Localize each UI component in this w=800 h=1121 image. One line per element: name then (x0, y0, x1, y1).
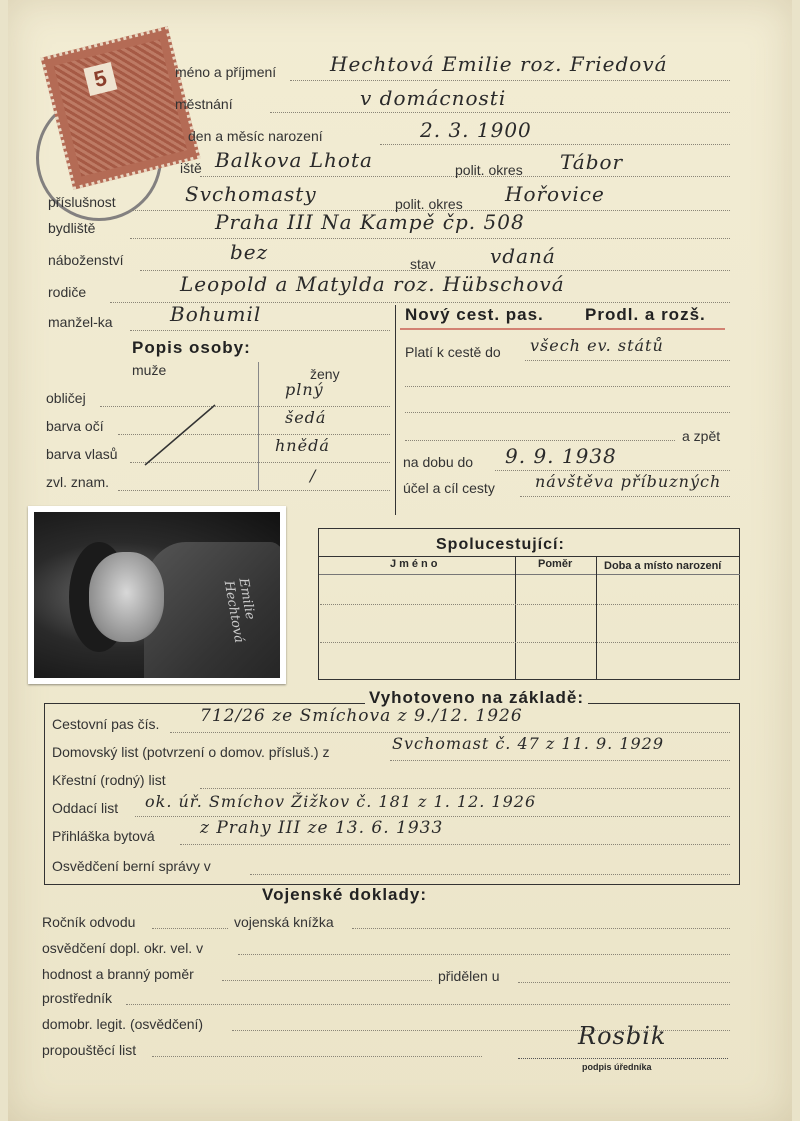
official-signature: Rosbik (578, 1022, 667, 1050)
military-legion-label: domobr. legit. (osvědčení) (42, 1016, 204, 1032)
face-value: plný (285, 380, 324, 399)
birth-date-value: 2. 3. 1900 (420, 118, 532, 142)
marks-label: zvl. znam. (46, 474, 110, 490)
period-label: na dobu do (403, 454, 474, 470)
religion-value: bez (230, 240, 269, 264)
basis-residence-label: Přihláška bytová (52, 828, 155, 844)
name-value: Hechtová Emilie roz. Friedová (330, 52, 668, 76)
description-title: Popis osoby: (132, 338, 251, 357)
basis-marriage-value: ok. úř. Smíchov Žižkov č. 181 z 1. 12. 1926 (145, 792, 537, 811)
domicile-value: Svchomasty (185, 182, 317, 206)
spouse-label: manžel-ka (48, 314, 113, 330)
birth-district-label: polit. okres (455, 162, 523, 178)
signature-label: podpis úředníka (582, 1062, 652, 1072)
domicile-district-label: polit. okres (395, 196, 463, 212)
occupation-value: v domácnosti (360, 86, 507, 110)
birthplace-value: Balkova Lhota (215, 148, 373, 172)
basis-passport-value: 712/26 ze Smíchova z 9./12. 1926 (200, 706, 523, 726)
domicile-district-value: Hořovice (505, 182, 605, 206)
basis-marriage-label: Oddací list (52, 800, 119, 816)
occupation-label: městnání (175, 96, 233, 112)
basis-domicile-value: Svchomast č. 47 z 11. 9. 1929 (392, 734, 665, 753)
companions-col-relation: Poměr (538, 558, 573, 570)
status-label: stav (410, 256, 436, 272)
residence-label: bydliště (48, 220, 96, 236)
companions-col-name: Jméno (390, 558, 441, 570)
men-column-label: muže (132, 362, 167, 378)
new-passport-heading: Nový cest. pas. (405, 305, 544, 324)
face-label: obličej (46, 390, 86, 406)
status-value: vdaná (490, 244, 556, 268)
men-column-strike (140, 400, 220, 470)
military-title: Vojenské doklady: (262, 885, 428, 904)
hair-color-value: hnědá (275, 436, 330, 455)
period-value: 9. 9. 1938 (505, 444, 617, 468)
birthplace-label: iště (180, 160, 202, 176)
basis-birth-cert-label: Křestní (rodný) list (52, 772, 166, 788)
basis-title: Vyhotoveno na základě: (365, 688, 588, 708)
return-label: a zpět (682, 428, 721, 444)
military-rank-label: hodnost a branný poměr (42, 966, 194, 982)
birth-date-label: den a měsíc narození (188, 128, 323, 144)
companions-title: Spolucestující: (436, 536, 565, 553)
marks-value: / (310, 466, 317, 485)
domicile-label: příslušnost (48, 194, 116, 210)
stamp-value: 5 (83, 62, 117, 96)
parents-value: Leopold a Matylda roz. Hübschová (180, 272, 565, 296)
eye-color-value: šedá (285, 408, 327, 427)
women-column-label: ženy (310, 366, 340, 382)
basis-passport-label: Cestovní pas čís. (52, 716, 160, 732)
military-assigned-label: přidělen u (438, 968, 500, 984)
companions-col-birth: Doba a místo narození (604, 560, 722, 572)
military-book-label: vojenská knížka (234, 914, 334, 930)
extension-heading: Prodl. a rozš. (585, 305, 706, 324)
passport-photo: Emilie Hechtová (28, 506, 286, 684)
birth-district-value: Tábor (560, 150, 624, 174)
parents-label: rodiče (48, 284, 87, 300)
military-year-label: Ročník odvodu (42, 914, 136, 930)
basis-tax-label: Osvědčení berní správy v (52, 858, 211, 874)
purpose-value: návštěva příbuzných (535, 472, 722, 491)
military-cert-label: osvědčení dopl. okr. vel. v (42, 940, 204, 956)
hair-color-label: barva vlasů (46, 446, 118, 462)
name-label: méno a příjmení (175, 64, 277, 80)
valid-value: všech ev. států (530, 336, 664, 355)
valid-label: Platí k cestě do (405, 344, 501, 360)
military-via-label: prostředník (42, 990, 113, 1006)
basis-residence-value: z Prahy III ze 13. 6. 1933 (200, 818, 444, 838)
purpose-label: účel a cíl cesty (403, 480, 495, 496)
spouse-value: Bohumil (170, 302, 262, 326)
basis-domicile-label: Domovský list (potvrzení o domov. přísluš.) z (52, 744, 330, 760)
eye-color-label: barva očí (46, 418, 104, 434)
religion-label: náboženství (48, 252, 124, 268)
military-discharge-label: propouštěcí list (42, 1042, 137, 1058)
residence-value: Praha III Na Kampě čp. 508 (215, 210, 525, 234)
